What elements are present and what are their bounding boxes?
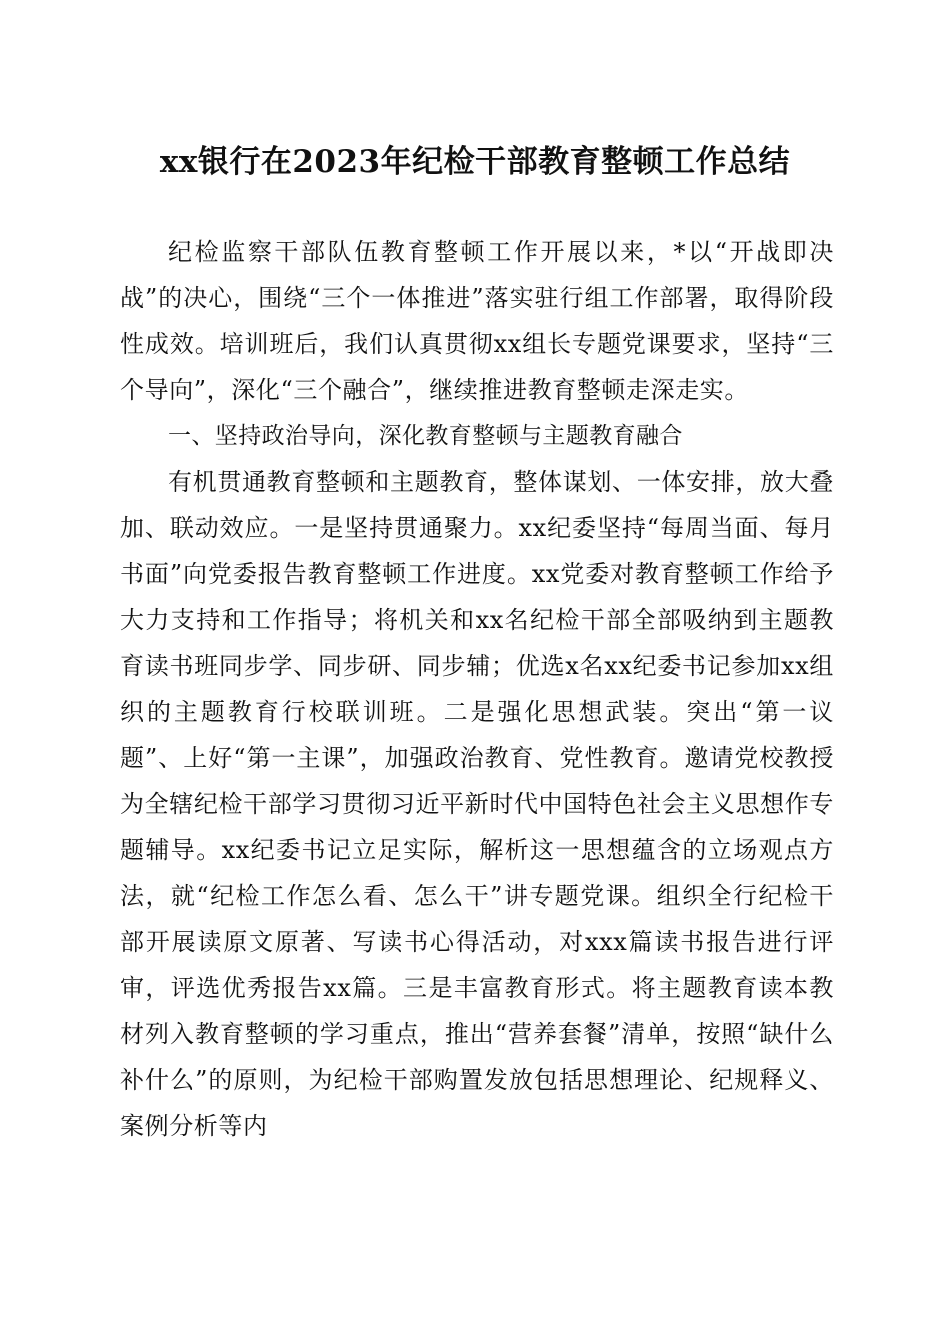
intro-paragraph: 纪检监察干部队伍教育整顿工作开展以来，*以“开战即决战”的决心，围绕“三个一体推进”落实驻行组工作部署，取得阶段性成效。培训班后，我们认真贯彻xx组长专题党课要求，坚持“三个导向”，深化“三个融合”，继续推进教育整顿走深走实。 [120, 238, 834, 404]
section-heading: 一、坚持政治导向，深化教育整顿与主题教育融合 [168, 423, 683, 449]
document-title: xx银行在2023年纪检干部教育整顿工作总结 [159, 144, 791, 180]
document-body [120, 229, 834, 1149]
section-paragraph: 有机贯通教育整顿和主题教育，整体谋划、一体安排，放大叠加、联动效应。一是坚持贯通聚力。xx纪委坚持“每周当面、每月书面”向党委报告教育整顿工作进度。xx党委对教育整顿工作给予大力支持和工作指导；将机关和xx名纪检干部全部吸纳到主题教育读书班同步学、同步研、同步辅；优选x名xx纪委书记参加xx组织的主题教育行校联训班。二是强化思想武装。突出“第一议题”、上好“第一主课”，加强政治教育、党性教育。邀请党校教授为全辖纪检干部学习贯彻习近平新时代中国特色社会主义思想作专题辅导。xx纪委书记立足实际，解析这一思想蕴含的立场观点方法，就“纪检工作怎么看、怎么干”讲专题党课。组织全行纪检干部开展读原文原著、写读书心得活动，对xxx篇读书报告进行评审，评选优秀报告xx篇。三是丰富教育形式。将主题教育读本教材列入教育整顿的学习重点，推出“营养套餐”清单，按照“缺什么补什么”的原则，为纪检干部购置发放包括思想理论、纪规释义、案例分析等内 [120, 468, 834, 1140]
